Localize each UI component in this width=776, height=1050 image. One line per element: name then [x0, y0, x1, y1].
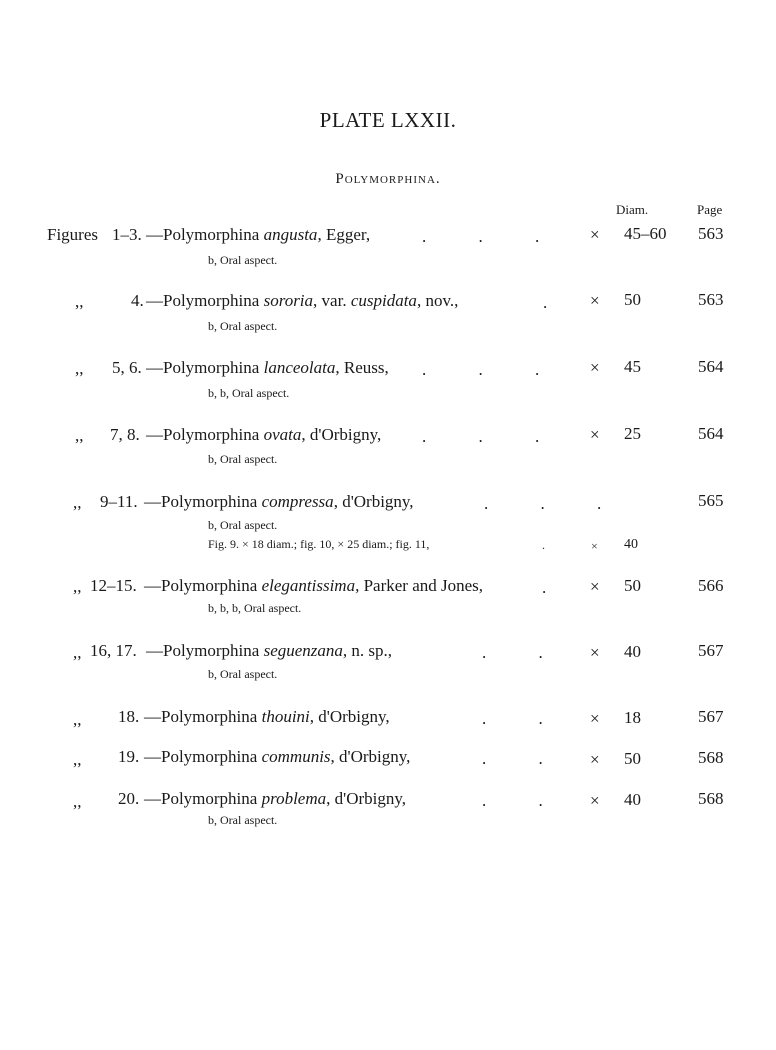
entry-figures: 4. — [131, 291, 144, 310]
entry-title: —Polymorphina compressa, d'Orbigny, — [144, 492, 414, 511]
entry-note: b, b, Oral aspect. — [208, 386, 290, 400]
entry-prefix: ,, — [73, 643, 82, 662]
page-number: 565 — [698, 491, 724, 510]
page-number: 566 — [698, 576, 724, 595]
entry-note: b, Oral aspect. — [208, 518, 278, 532]
entry-prefix: ,, — [73, 493, 82, 512]
entry-title: —Polymorphina seguenzana, n. sp., — [146, 641, 393, 660]
times-symbol: × — [590, 225, 600, 244]
times-symbol: × — [590, 791, 600, 810]
entry-figures: 18. — [118, 707, 140, 726]
page-number: 563 — [698, 224, 724, 243]
leader-dots: . — [542, 538, 545, 552]
times-symbol: × — [590, 643, 600, 662]
entry-note: b, Oral aspect. — [208, 667, 278, 681]
page-number: 564 — [698, 424, 724, 443]
times-symbol: × — [591, 539, 598, 553]
entry-prefix: ,, — [73, 577, 82, 596]
leader-dots: . . . — [422, 360, 540, 379]
entry-note: b, Oral aspect. — [208, 452, 278, 466]
leader-dots: . . — [482, 749, 543, 768]
times-symbol: × — [590, 577, 600, 596]
entry-title: —Polymorphina angusta, Egger, — [146, 225, 371, 244]
entry-prefix: ,, — [75, 292, 84, 311]
diameter: 45 — [624, 357, 641, 376]
diameter: 50 — [624, 749, 641, 768]
leader-dots: . . . — [484, 494, 602, 513]
entry-figures: 16, 17. — [90, 641, 137, 660]
entry-title: —Polymorphina lanceolata, Reuss, — [146, 358, 389, 377]
entry-prefix: ,, — [73, 710, 82, 729]
page-number: 567 — [698, 641, 724, 660]
diam-header: Diam. — [616, 202, 649, 217]
entry-figures: 5, 6. — [112, 358, 142, 377]
entry-title: —Polymorphina elegantissima, Parker and Jones, — [144, 576, 484, 595]
diameter: 50 — [624, 576, 641, 595]
entry-title: —Polymorphina sororia, var. cuspidata, nov., — [146, 291, 459, 310]
leader-dots: . . — [482, 791, 543, 810]
entry-figures: 9–11. — [100, 492, 138, 511]
diameter: 40 — [624, 790, 641, 809]
page-number: 568 — [698, 789, 724, 808]
leader-dots: . . — [482, 709, 543, 728]
entry-note: b, Oral aspect. — [208, 253, 278, 267]
entry-title: —Polymorphina ovata, d'Orbigny, — [146, 425, 382, 444]
leader-dots: . — [542, 578, 547, 597]
entry-prefix: Figures — [47, 225, 98, 244]
entry-note: b, Oral aspect. — [208, 319, 278, 333]
leader-dots: . — [543, 293, 548, 312]
entry-note: b, Oral aspect. — [208, 813, 278, 827]
diameter: 50 — [624, 290, 641, 309]
entry-extra-note: Fig. 9. × 18 diam.; fig. 10, × 25 diam.; fig. 11, — [208, 537, 430, 551]
page-number: 568 — [698, 748, 724, 767]
page-number: 563 — [698, 290, 724, 309]
times-symbol: × — [590, 709, 600, 728]
diameter: 45–60 — [624, 224, 667, 243]
leader-dots: . . . — [422, 427, 540, 446]
entry-prefix: ,, — [73, 792, 82, 811]
times-symbol: × — [590, 425, 600, 444]
entry-figures: 20. — [118, 789, 140, 808]
entry-prefix: ,, — [73, 750, 82, 769]
entry-prefix: ,, — [75, 426, 84, 445]
diameter: 40 — [624, 642, 641, 661]
entry-figures: 19. — [118, 747, 140, 766]
leader-dots: . . . — [422, 227, 540, 246]
diameter: 40 — [624, 537, 638, 552]
diameter: 18 — [624, 708, 641, 727]
entry-note: b, b, b, Oral aspect. — [208, 601, 302, 615]
entry-figures: 1–3. — [112, 225, 142, 244]
section-title: Polymorphina. — [335, 171, 441, 187]
entry-prefix: ,, — [75, 359, 84, 378]
entry-title: —Polymorphina problema, d'Orbigny, — [144, 789, 406, 808]
times-symbol: × — [590, 291, 600, 310]
entry-title: —Polymorphina thouini, d'Orbigny, — [144, 707, 390, 726]
entry-figures: 7, 8. — [110, 425, 140, 444]
leader-dots: . . — [482, 643, 543, 662]
entry-title: —Polymorphina communis, d'Orbigny, — [144, 747, 411, 766]
times-symbol: × — [590, 358, 600, 377]
plate-title: PLATE LXXII. — [319, 108, 457, 132]
diameter: 25 — [624, 424, 641, 443]
page-number: 567 — [698, 707, 724, 726]
page-number: 564 — [698, 357, 724, 376]
times-symbol: × — [590, 750, 600, 769]
entry-figures: 12–15. — [90, 576, 137, 595]
page-header: Page — [697, 202, 723, 217]
